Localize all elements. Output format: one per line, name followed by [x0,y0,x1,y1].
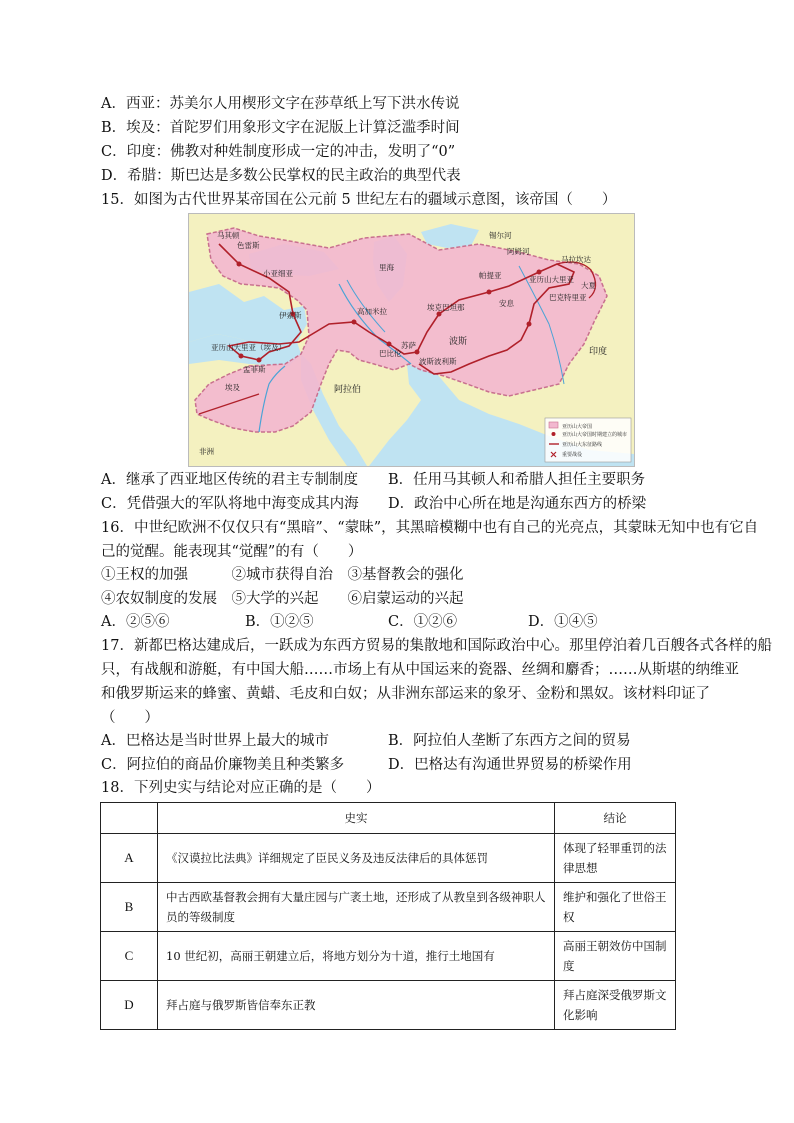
map-label: 马其顿 [217,231,240,240]
map-label: 波斯 [449,337,468,347]
q17-line4: （ ） [101,710,159,726]
map-label: 锡尔河 [489,231,512,240]
q14-option-a: A．西亚：苏美尔人用楔形文字在莎草纸上写下洪水传说 [101,96,460,112]
row-fact: 《汉谟拉比法典》详细规定了臣民义务及违反法律后的具体惩罚 [158,834,555,883]
legend-label: 亚历山大东征路线 [562,442,603,448]
q16-items-line2: ④农奴制度的发展 ⑤大学的兴起 ⑥启蒙运动的兴起 [101,591,464,607]
table-header-fact: 史实 [158,803,555,834]
map-label: 阿姆河 [507,247,530,256]
q15-option-b: B．任用马其顿人和希腊人担任主要职务 [388,472,646,488]
map-legend [545,418,631,462]
q17-option-b: B．阿拉伯人垄断了东西方之间的贸易 [388,733,631,749]
q17-line3: 和俄罗斯运来的蜂蜜、黄蜡、毛皮和白奴；从非洲东部运来的象牙、金粉和黑奴。该材料印证了 [101,686,710,702]
q15-option-a: A．继承了西亚地区传统的君主专制制度 [101,472,358,488]
map-label: 伊索斯 [279,311,302,320]
map-label: 巴克特里亚 [549,293,587,302]
row-fact: 中古西欧基督教会拥有大量庄园与广袤土地，还形成了从教皇到各级神职人员的等级制度 [158,883,555,932]
map-label: 帕提亚 [479,271,502,280]
table-header-blank [101,803,158,834]
map-label: 印度 [589,347,608,357]
map-label: 苏萨 [401,341,416,350]
q16-option-a: A．②⑤⑥ [101,614,170,630]
row-conclusion: 体现了轻罪重罚的法律思想 [555,834,676,883]
q17-option-a: A．巴格达是当时世界上最大的城市 [101,733,329,749]
map-label: 巴比伦 [379,349,402,358]
table-row [101,883,676,932]
row-fact: 拜占庭与俄罗斯皆信奉东正教 [158,981,555,1030]
map-label: 马拉坎达 [561,255,591,264]
table-header-conclusion: 结论 [555,803,676,834]
legend-label: 重要战役 [562,452,583,458]
map-label: 埃克巴坦那 [427,303,465,312]
legend-label: 亚历山大帝国时期建立的城市 [562,432,628,438]
q15-stem: 15．如图为古代世界某帝国在公元前 5 世纪左右的疆域示意图，该帝国（ ） [101,192,617,208]
q18-table [100,802,676,1030]
row-fact: 10 世纪初，高丽王朝建立后，将地方划分为十道，推行土地国有 [158,932,555,981]
row-key: B [101,883,158,932]
legend-label: 亚历山大帝国 [562,424,593,430]
q17-line2: 只，有战舰和游艇，有中国大船……市场上有从中国运来的瓷器、丝绸和麝香；……从斯堪的纳维亚 [101,662,739,678]
q14-option-d: D．希腊：斯巴达是多数公民掌权的民主政治的典型代表 [101,168,461,184]
q18-stem: 18．下列史实与结论对应正确的是（ ） [101,780,381,796]
map-label: 埃及 [225,383,240,392]
row-conclusion: 拜占庭深受俄罗斯文化影响 [555,981,676,1030]
table-row [101,834,676,883]
table-header-row [101,803,676,834]
map-label: 大夏 [581,281,596,290]
map-label: 亚历山大里亚（埃及） [211,343,286,352]
table-row [101,932,676,981]
map-label: 色雷斯 [237,241,260,250]
q15-option-c: C．凭借强大的军队将地中海变成其内海 [101,496,359,512]
map-label: 孟菲斯 [243,365,266,374]
row-key: D [101,981,158,1030]
row-conclusion: 高丽王朝效仿中国制度 [555,932,676,981]
q17-option-d: D．巴格达有沟通世界贸易的桥梁作用 [388,757,632,773]
map-label: 高加米拉 [357,307,387,316]
q17-option-c: C．阿拉伯的商品价廉物美且种类繁多 [101,757,345,773]
map-label: 阿拉伯 [334,385,362,395]
map-label: 非洲 [199,447,214,456]
map-label: 亚历山大里亚 [529,275,574,284]
q17-line1: 17．新都巴格达建成后，一跃成为东西方贸易的集散地和国际政治中心。那里停泊着几百艘各式各样的船 [101,638,772,654]
map-label: 安息 [499,299,514,308]
q14-option-c: C．印度：佛教对种姓制度形成一定的冲击，发明了“0” [101,144,456,160]
q14-option-b: B．埃及：首陀罗们用象形文字在泥版上计算泛滥季时间 [101,120,460,136]
q16-items-line1: ①王权的加强 ②城市获得自治 ③基督教会的强化 [101,567,464,583]
row-key: C [101,932,158,981]
q16-option-c: C．①②⑥ [388,614,458,630]
row-conclusion: 维护和强化了世俗王权 [555,883,676,932]
map-label: 小亚细亚 [263,269,293,278]
map-label: 波斯波利斯 [419,357,457,366]
q16-option-d: D．①④⑤ [528,614,598,630]
table-row [101,981,676,1030]
q16-stem-line1: 16．中世纪欧洲不仅仅只有“黑暗”、“蒙昧”，其黑暗模糊中也有自己的光亮点，其蒙昧无知中也有它自 [101,520,759,536]
q16-stem-line2: 己的觉醒。能表现其“觉醒”的有（ ） [101,544,363,560]
q15-option-d: D．政治中心所在地是沟通东西方的桥梁 [388,496,647,512]
row-key: A [101,834,158,883]
q16-option-b: B．①②⑤ [245,614,314,630]
map-label: 里海 [379,263,394,272]
empire-map [188,213,635,467]
